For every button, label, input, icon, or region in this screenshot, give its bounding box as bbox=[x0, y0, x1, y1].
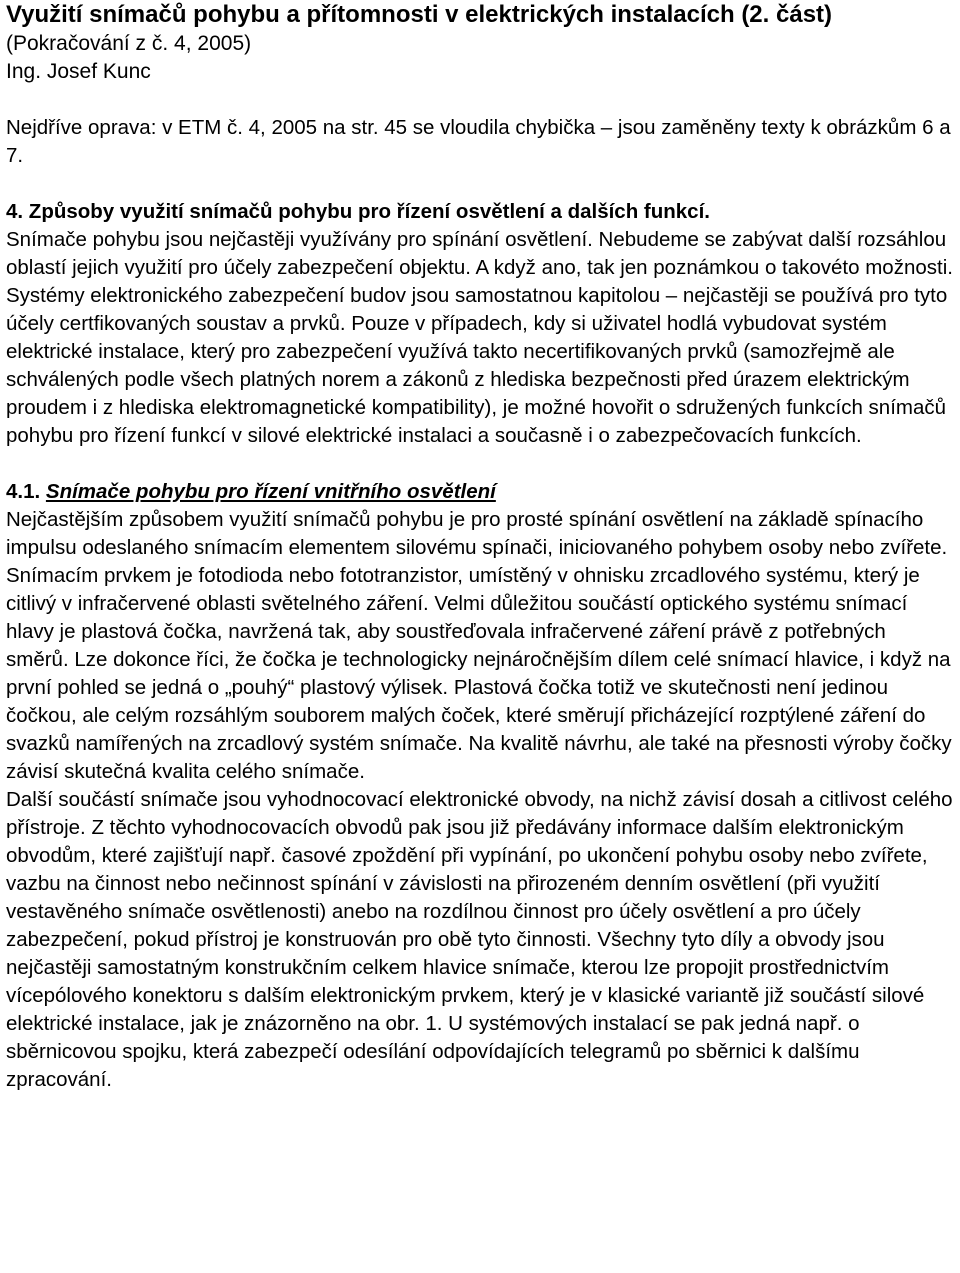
section-4-1-title: Snímače pohybu pro řízení vnitřního osvětlení bbox=[45, 480, 496, 503]
article-title: Využití snímačů pohybu a přítomnosti v elektrických instalacích (2. část) bbox=[6, 1, 833, 28]
section-4-1-number: 4.1. bbox=[6, 480, 41, 503]
spacer bbox=[6, 86, 954, 114]
continuation-note: (Pokračování z č. 4, 2005) bbox=[6, 32, 252, 55]
section-4-1-paragraph-1: Nejčastějším způsobem využití snímačů pohybu je pro prosté spínání osvětlení na základě spínacího impulsu odeslaného snímacím elementem silovému spínači, iniciovaného pohybem osoby nebo zvířete. Snímacím prvkem je fotodioda nebo fototranzistor, umístěný v ohnisku zrcadlového systému, který je citlivý v infračervené oblasti světelného záření. Velmi důležitou součástí optického systému snímací hlavy je plastová čočka, navržená tak, aby soustřeďovala infračervené záření právě z potřebných směrů. Lze dokonce říci, že čočka je technologicky nejnáročnějším dílem celé snímací hlavice, i když na první pohled se jedná o „pouhý“ plastový výlisek. Plastová čočka totiž ve skutečnosti není jedinou čočkou, ale celým rozsáhlým souborem malých čoček, které směrují přicházející rozptýlené záření do svazků namířených na zrcadlový systém snímače. Na kvalitě návrhu, ale také na přesnosti výroby čočky závisí skutečná kvalita celého snímače. bbox=[6, 508, 952, 783]
spacer bbox=[6, 450, 954, 478]
author: Ing. Josef Kunc bbox=[6, 60, 151, 83]
correction-note: Nejdříve oprava: v ETM č. 4, 2005 na str. 45 se vloudila chybička – jsou zaměněny texty k obrázkům 6 a 7. bbox=[6, 116, 951, 167]
section-4-text: Snímače pohybu jsou nejčastěji využívány pro spínání osvětlení. Nebudeme se zabývat další rozsáhlou oblastí jejich využití pro účely zabezpečení objektu. A když ano, tak jen poznámkou o takovéto možnosti. Systémy elektronického zabezpečení budov jsou samostatnou kapitolou – nejčastěji se používá pro tyto účely certfikovaných soustav a prvků. Pouze v případech, kdy si uživatel hodlá vybudovat systém elektrické instalace, který pro zabezpečení využívá takto necertifikovaných prvků (samozřejmě ale schválených podle všech platných norem a zákonů z hlediska bezpečnosti před úrazem elektrickým proudem i z hlediska elektromagnetické kompatibility), je možné hovořit o sdružených funkcích snímačů pohybu pro řízení funkcí v silové elektrické instalaci a současně i o zabezpečovacích funkcích. bbox=[6, 228, 953, 447]
section-4-heading: 4. Způsoby využití snímačů pohybu pro řízení osvětlení a dalších funkcí. bbox=[6, 200, 710, 223]
section-4-1-paragraph-2: Další součástí snímače jsou vyhodnocovací elektronické obvody, na nichž závisí dosah a citlivost celého přístroje. Z těchto vyhodnocovacích obvodů pak jsou již předávány informace dalším elektronickým obvodům, které zajišťují např. časové zpoždění při vypínání, po ukončení pohybu osoby nebo zvířete, vazbu na činnost nebo nečinnost spínání v závislosti na přirozeném denním osvětlení (při využití vestavěného snímače osvětlenosti) anebo na rozdílnou činnost pro účely osvětlení a pro účely zabezpečení, pokud přístroj je konstruován pro obě tyto činnosti. Všechny tyto díly a obvody jsou nejčastěji samostatným konstrukčním celkem hlavice snímače, kterou lze propojit prostřednictvím vícepólového konektoru s dalším elektronickým prvkem, který je v klasické variantě již součástí silové elektrické instalace, jak je znázorněno na obr. 1. U systémových instalací se pak jedná např. o sběrnicovou spojku, která zabezpečí odesílání odpovídajících telegramů po sběrnici k dalšímu zpracování. bbox=[6, 788, 953, 1091]
spacer bbox=[6, 170, 954, 198]
section-4-1-heading bbox=[6, 478, 954, 506]
